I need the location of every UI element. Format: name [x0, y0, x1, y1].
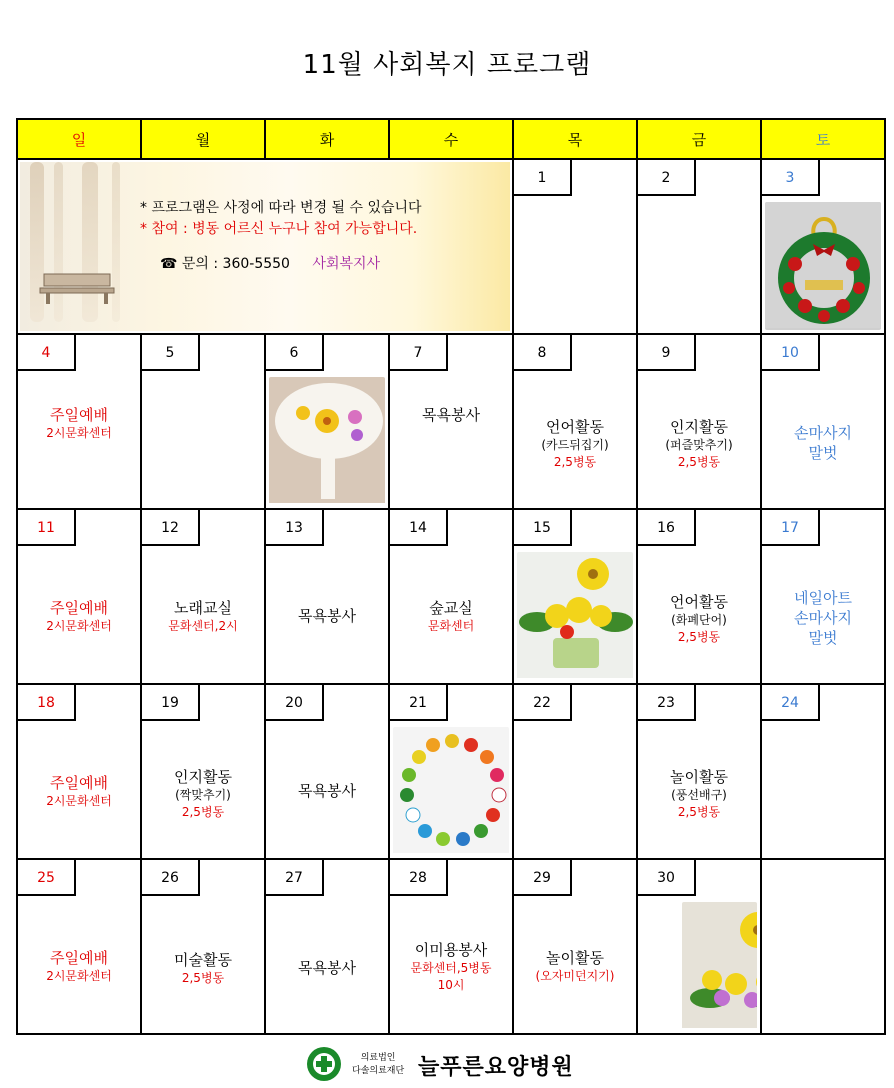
day-cell — [637, 509, 761, 684]
bead-bracelet-photo — [393, 727, 509, 855]
day-number: 15 — [514, 510, 572, 546]
day-number: 22 — [514, 685, 572, 721]
event-place: 2,5병동 — [553, 455, 597, 469]
day-number: 21 — [390, 685, 448, 721]
contact-label: ☎ 문의 : 360-5550 — [160, 256, 290, 272]
day-number: 12 — [142, 510, 200, 546]
weekday-sat: 토 — [761, 119, 885, 159]
day-number: 27 — [266, 860, 324, 896]
notice-text — [140, 198, 422, 275]
event-title: 주일예배 — [50, 949, 108, 967]
week-row — [17, 334, 885, 509]
day-number: 25 — [18, 860, 76, 896]
flower-basket-photo — [517, 552, 633, 680]
event-title: 목욕봉사 — [298, 959, 356, 977]
event-title: 언어활동 — [670, 593, 728, 611]
event-detail: (풍선배구) — [671, 788, 727, 802]
event-title: 주일예배 — [50, 774, 108, 792]
footer-org-type: 의료법인 — [360, 1053, 396, 1063]
day-number: 29 — [514, 860, 572, 896]
weekday-sun: 일 — [17, 119, 141, 159]
event-place: 문화센터 — [427, 619, 475, 633]
day-cell — [265, 859, 389, 1034]
wreath-photo — [765, 202, 881, 330]
day-number: 7 — [390, 335, 448, 371]
day-number: 10 — [762, 335, 820, 371]
bracelet-icon — [393, 727, 509, 853]
fan-photo — [269, 377, 385, 505]
event-title: 말벗 — [808, 629, 838, 647]
day-number: 30 — [638, 860, 696, 896]
day-cell — [17, 684, 141, 859]
day-cell — [761, 859, 885, 1034]
event-place: 2,5병동 — [677, 805, 721, 819]
week-row — [17, 159, 885, 334]
day-cell — [389, 334, 513, 509]
day-number: 18 — [18, 685, 76, 721]
event-place: 2시문화센터 — [46, 426, 112, 440]
weekday-mon: 월 — [141, 119, 265, 159]
event-detail: (짝맞추기) — [175, 788, 231, 802]
week-row — [17, 684, 885, 859]
day-number: 1 — [514, 160, 572, 196]
event-detail: (화폐단어) — [671, 613, 727, 627]
event-place: 2,5병동 — [677, 630, 721, 644]
day-number: 14 — [390, 510, 448, 546]
day-number: 11 — [18, 510, 76, 546]
event-title: 놀이활동 — [670, 768, 728, 786]
day-cell — [141, 334, 265, 509]
notice-line-1: 프로그램은 사정에 따라 변경 될 수 있습니다 — [151, 200, 422, 216]
event-title: 놀이활동 — [546, 949, 604, 967]
event-place: 2시문화센터 — [46, 969, 112, 983]
day-cell — [761, 159, 885, 334]
day-number: 9 — [638, 335, 696, 371]
day-number: 13 — [266, 510, 324, 546]
hospital-logo-icon — [306, 1046, 342, 1082]
event-detail: (카드뒤집기) — [541, 438, 609, 452]
day-cell — [141, 684, 265, 859]
day-cell — [265, 334, 389, 509]
day-number: 2 — [638, 160, 696, 196]
event-detail: (오자미던지기) — [535, 969, 615, 983]
notice-banner — [20, 162, 510, 331]
bench-icon — [38, 270, 118, 304]
weekday-tue: 화 — [265, 119, 389, 159]
footer-org — [352, 1052, 404, 1078]
event-place: 2,5병동 — [181, 805, 225, 819]
event-title: 목욕봉사 — [298, 607, 356, 625]
flower-icon — [682, 902, 757, 1028]
event-title: 인지활동 — [174, 768, 232, 786]
day-number: 6 — [266, 335, 324, 371]
event-title: 미술활동 — [174, 951, 232, 969]
notice-banner-cell — [17, 159, 513, 334]
day-number: 20 — [266, 685, 324, 721]
day-number: 17 — [762, 510, 820, 546]
weekday-thu: 목 — [513, 119, 637, 159]
event-title: 노래교실 — [174, 599, 232, 617]
flower-icon — [517, 552, 633, 678]
footer-foundation: 다솔의료재단 — [352, 1066, 405, 1076]
wreath-icon — [765, 202, 881, 328]
day-number: 23 — [638, 685, 696, 721]
day-cell — [141, 509, 265, 684]
day-cell — [513, 334, 637, 509]
day-cell — [141, 859, 265, 1034]
day-number: 8 — [514, 335, 572, 371]
day-number: 5 — [142, 335, 200, 371]
event-title: 이미용봉사 — [414, 941, 488, 959]
day-number: 19 — [142, 685, 200, 721]
event-place: 2,5병동 — [181, 971, 225, 985]
week-row — [17, 509, 885, 684]
day-number: 28 — [390, 860, 448, 896]
bullet: * — [140, 200, 152, 216]
fan-icon — [269, 377, 385, 503]
event-title: 목욕봉사 — [298, 782, 356, 800]
day-cell — [265, 509, 389, 684]
event-place: 2,5병동 — [677, 455, 721, 469]
notice-line-2: 참여 : 병동 어르신 누구나 참여 가능합니다. — [151, 221, 418, 237]
event-title: 언어활동 — [546, 418, 604, 436]
event-place: 문화센터,2시 — [168, 619, 238, 633]
day-cell — [513, 684, 637, 859]
day-cell — [637, 159, 761, 334]
event-title: 손마사지 — [794, 424, 852, 442]
contact-person: 사회복지사 — [312, 256, 381, 272]
day-cell — [761, 334, 885, 509]
day-cell — [389, 509, 513, 684]
weekday-header-row — [17, 119, 885, 159]
event-place: 문화센터,5병동 — [410, 961, 492, 975]
event-title: 네일아트 — [794, 589, 852, 607]
weekday-fri: 금 — [637, 119, 761, 159]
day-number: 24 — [762, 685, 820, 721]
day-cell — [389, 684, 513, 859]
event-title: 인지활동 — [670, 418, 728, 436]
event-title: 손마사지 — [794, 609, 852, 627]
day-number: 16 — [638, 510, 696, 546]
day-cell — [513, 859, 637, 1034]
event-title: 주일예배 — [50, 406, 108, 424]
day-cell — [761, 509, 885, 684]
page-title: 11월 사회복지 프로그램 — [302, 50, 592, 80]
day-cell — [513, 159, 637, 334]
day-cell — [513, 509, 637, 684]
week-row — [17, 859, 885, 1034]
day-cell — [17, 859, 141, 1034]
event-place: 2시문화센터 — [46, 794, 112, 808]
hospital-name: 늘푸른요양병원 — [418, 1055, 574, 1080]
event-detail: (퍼즐맞추기) — [665, 438, 733, 452]
flower-arrangement-photo — [682, 902, 757, 1030]
day-cell — [17, 509, 141, 684]
bullet: * — [140, 221, 152, 237]
calendar-table — [16, 118, 886, 1035]
day-cell — [637, 859, 761, 1034]
event-title: 숲교실 — [429, 599, 473, 617]
day-cell — [265, 684, 389, 859]
day-number: 3 — [762, 160, 820, 196]
event-title: 목욕봉사 — [422, 406, 480, 424]
day-number: 26 — [142, 860, 200, 896]
day-cell — [389, 859, 513, 1034]
weekday-wed: 수 — [389, 119, 513, 159]
day-cell — [637, 684, 761, 859]
event-time: 10시 — [437, 978, 465, 992]
day-cell — [637, 334, 761, 509]
day-cell — [761, 684, 885, 859]
event-place: 2시문화센터 — [46, 619, 112, 633]
day-number: 4 — [18, 335, 76, 371]
day-cell — [17, 334, 141, 509]
event-title: 주일예배 — [50, 599, 108, 617]
event-title: 말벗 — [808, 444, 838, 462]
